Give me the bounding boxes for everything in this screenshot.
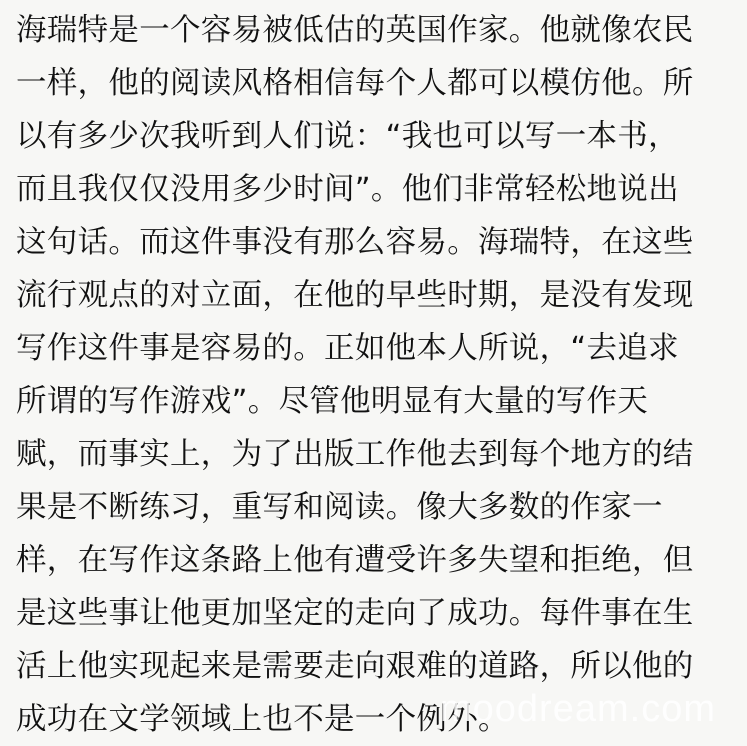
article-text bbox=[16, 4, 741, 746]
text-line: 以有多少次我听到人们说：“我也可以写一本书， bbox=[16, 119, 679, 154]
text-line: 写作这件事是容易的。正如他本人所说，“去追求 bbox=[16, 331, 679, 366]
text-line: 流行观点的对立面，在他的早些时期，是没有发现 bbox=[16, 278, 694, 313]
text-line: 果是不断练习，重写和阅读。像大多数的作家一 bbox=[16, 490, 663, 525]
site-watermark: moodream.com bbox=[440, 688, 716, 730]
text-line: 海瑞特是一个容易被低估的英国作家。他就像农民 bbox=[16, 13, 694, 48]
text-line: 样，在写作这条路上他有遭受许多失望和拒绝，但 bbox=[16, 543, 694, 578]
text-line: 是这些事让他更加坚定的走向了成功。每件事在生 bbox=[16, 596, 694, 631]
text-line: 赋，而事实上，为了出版工作他去到每个地方的结 bbox=[16, 437, 694, 472]
text-line: 活上他实现起来是需要走向艰难的道路，所以他的 bbox=[16, 649, 694, 684]
text-line: 所谓的写作游戏”。尽管他明显有大量的写作天 bbox=[16, 384, 649, 419]
text-line: 而且我仅仅没用多少时间”。他们非常轻松地说出 bbox=[16, 172, 679, 207]
text-line: 这句话。而这件事没有那么容易。海瑞特，在这些 bbox=[16, 225, 694, 260]
text-line: 成功在文学领域上也不是一个例外。 bbox=[16, 702, 509, 737]
text-line: 一样，他的阅读风格相信每个人都可以模仿他。所 bbox=[16, 66, 694, 101]
